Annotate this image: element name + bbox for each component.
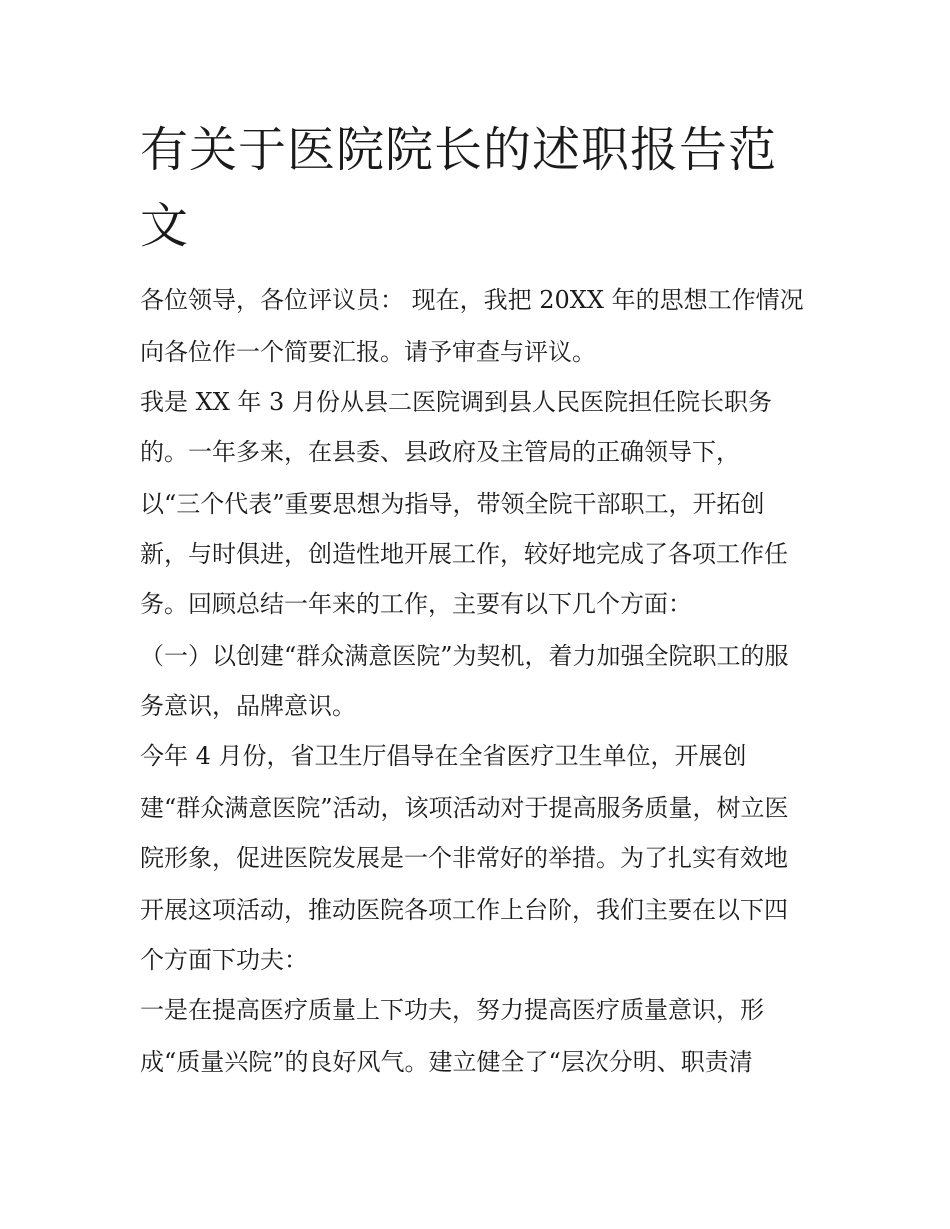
body-text-line: 今年 4 月份，省卫生厅倡导在全省医疗卫生单位，开展创 xyxy=(140,742,747,770)
body-text-line: 个方面下功夫： xyxy=(140,946,308,974)
body-text-line: 的。一年多来，在县委、县政府及主管局的正确领导下， xyxy=(140,438,740,466)
body-text-line: （一）以创建“群众满意医院”为契机，着力加强全院职工的服 xyxy=(140,642,789,670)
body-text-line: 向各位作一个简要汇报。请予审查与评议。 xyxy=(140,338,596,366)
body-text-line: 务。回顾总结一年来的工作，主要有以下几个方面： xyxy=(140,590,692,618)
body-text-line: 务意识，品牌意识。 xyxy=(140,692,356,720)
body-text-line: 以“三个代表”重要思想为指导，带领全院干部职工，开拓创 xyxy=(140,490,765,518)
body-text-line: 各位领导，各位评议员： 现在，我把 20XX 年的思想工作情况 xyxy=(140,286,804,314)
body-text-line: 院形象，促进医院发展是一个非常好的举措。为了扎实有效地 xyxy=(140,844,788,872)
body-text-line: 开展这项活动，推动医院各项工作上台阶，我们主要在以下四 xyxy=(140,896,788,924)
body-text-line: 建“群众满意医院”活动，该项活动对于提高服务质量，树立医 xyxy=(140,794,789,822)
body-text-line: 一是在提高医疗质量上下功夫，努力提高医疗质量意识，形 xyxy=(140,996,764,1024)
title-line-2: 文 xyxy=(140,198,190,254)
body-text-line: 新，与时俱进，创造性地开展工作，较好地完成了各项工作任 xyxy=(140,540,788,568)
document-title xyxy=(140,112,820,264)
title-line-1: 有关于医院院长的述职报告范 xyxy=(140,122,778,178)
body-text-line: 我是 XX 年 3 月份从县二医院调到县人民医院担任院长职务 xyxy=(140,388,772,416)
body-text-line: 成“质量兴院”的良好风气。建立健全了“层次分明、职责清 xyxy=(140,1048,753,1076)
